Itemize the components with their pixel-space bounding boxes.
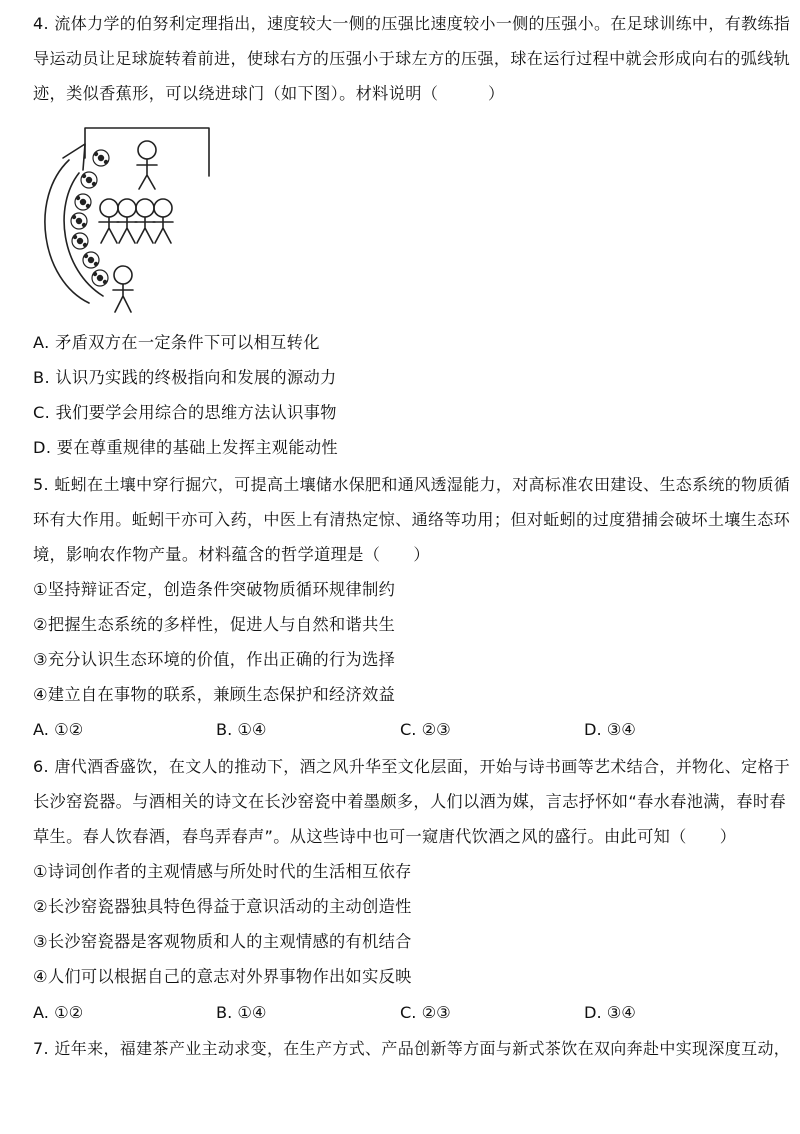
q6-item-1: ①诗词创作者的主观情感与所处时代的生活相互依存 xyxy=(33,862,412,881)
q5-line-2: 环有大作用。蚯蚓干亦可入药，中医上有清热定惊、通络等功用；但对蚯蚓的过度猎捕会破坏土壤生态环 xyxy=(33,510,791,529)
q6-line-3: 草生。春人饮春酒，春鸟弄春声”。从这些诗中也可一窥唐代饮酒之风的盛行。由此可知（ ） xyxy=(33,827,737,846)
q7-line-1: 7. 近年来，福建茶产业主动求变，在生产方式、产品创新等方面与新式茶饮在双向奔赴中实现深度互动， xyxy=(33,1039,791,1058)
q5-choice-b: B. ①④ xyxy=(216,720,267,739)
q6-choice-c: C. ②③ xyxy=(400,1003,451,1022)
q5-item-3: ③充分认识生态环境的价值，作出正确的行为选择 xyxy=(33,650,396,669)
q4-line-1: 4. 流体力学的伯努利定理指出，速度较大一侧的压强比速度较小一侧的压强小。在足球训练中，有教练指 xyxy=(33,14,791,33)
q6-choice-b: B. ①④ xyxy=(216,1003,267,1022)
kicker-figure-icon xyxy=(113,266,133,312)
q6-item-4: ④人们可以根据自己的意志对外界事物作出如实反映 xyxy=(33,967,412,986)
q6-choice-a: A. ①② xyxy=(33,1003,84,1022)
q5-line-1: 5. 蚯蚓在土壤中穿行掘穴，可提高土壤储水保肥和通风透湿能力，对高标准农田建设、生态系统的物质循 xyxy=(33,475,791,494)
q6-item-2: ②长沙窑瓷器独具特色得益于意识活动的主动创造性 xyxy=(33,897,412,916)
q5-item-4: ④建立自在事物的联系，兼顾生态保护和经济效益 xyxy=(33,685,396,704)
q6-choice-d: D. ③④ xyxy=(584,1003,636,1022)
q6-choices xyxy=(33,1002,773,1024)
q4-option-c: C. 我们要学会用综合的思维方法认识事物 xyxy=(33,403,337,422)
q6-item-3: ③长沙窑瓷器是客观物质和人的主观情感的有机结合 xyxy=(33,932,412,951)
q5-choice-d: D. ③④ xyxy=(584,720,636,739)
q5-line-3: 境，影响农作物产量。材料蕴含的哲学道理是（ ） xyxy=(33,545,430,564)
soccer-ball-icons xyxy=(71,150,109,286)
q4-line-2: 导运动员让足球旋转着前进，使球右方的压强小于球左方的压强，球在运行过程中就会形成向右的弧线轨 xyxy=(33,49,791,68)
q5-item-2: ②把握生态系统的多样性，促进人与自然和谐共生 xyxy=(33,615,396,634)
q4-line-3: 迹，类似香蕉形，可以绕进球门（如下图）。材料说明（ ） xyxy=(33,84,505,103)
soccer-banana-kick-figure xyxy=(33,120,223,320)
q5-choice-a: A. ①② xyxy=(33,720,84,739)
defender-wall-figure-icon xyxy=(99,199,173,243)
q5-choice-c: C. ②③ xyxy=(400,720,451,739)
q4-option-d: D. 要在尊重规律的基础上发挥主观能动性 xyxy=(33,438,338,457)
q5-item-1: ①坚持辩证否定，创造条件突破物质循环规律制约 xyxy=(33,580,396,599)
goalkeeper-figure-icon xyxy=(137,141,157,189)
q4-option-b: B. 认识乃实践的终极指向和发展的源动力 xyxy=(33,368,337,387)
q5-choices xyxy=(33,719,773,741)
q4-option-a: A. 矛盾双方在一定条件下可以相互转化 xyxy=(33,333,320,352)
q6-line-1: 6. 唐代酒香盛饮，在文人的推动下，酒之风升华至文化层面，开始与诗书画等艺术结合，并物化、定格于 xyxy=(33,757,791,776)
q6-line-2: 长沙窑瓷器。与酒相关的诗文在长沙窑瓷中着墨颇多，人们以酒为媒，言志抒怀如“春水春池满，春时春 xyxy=(33,792,786,811)
